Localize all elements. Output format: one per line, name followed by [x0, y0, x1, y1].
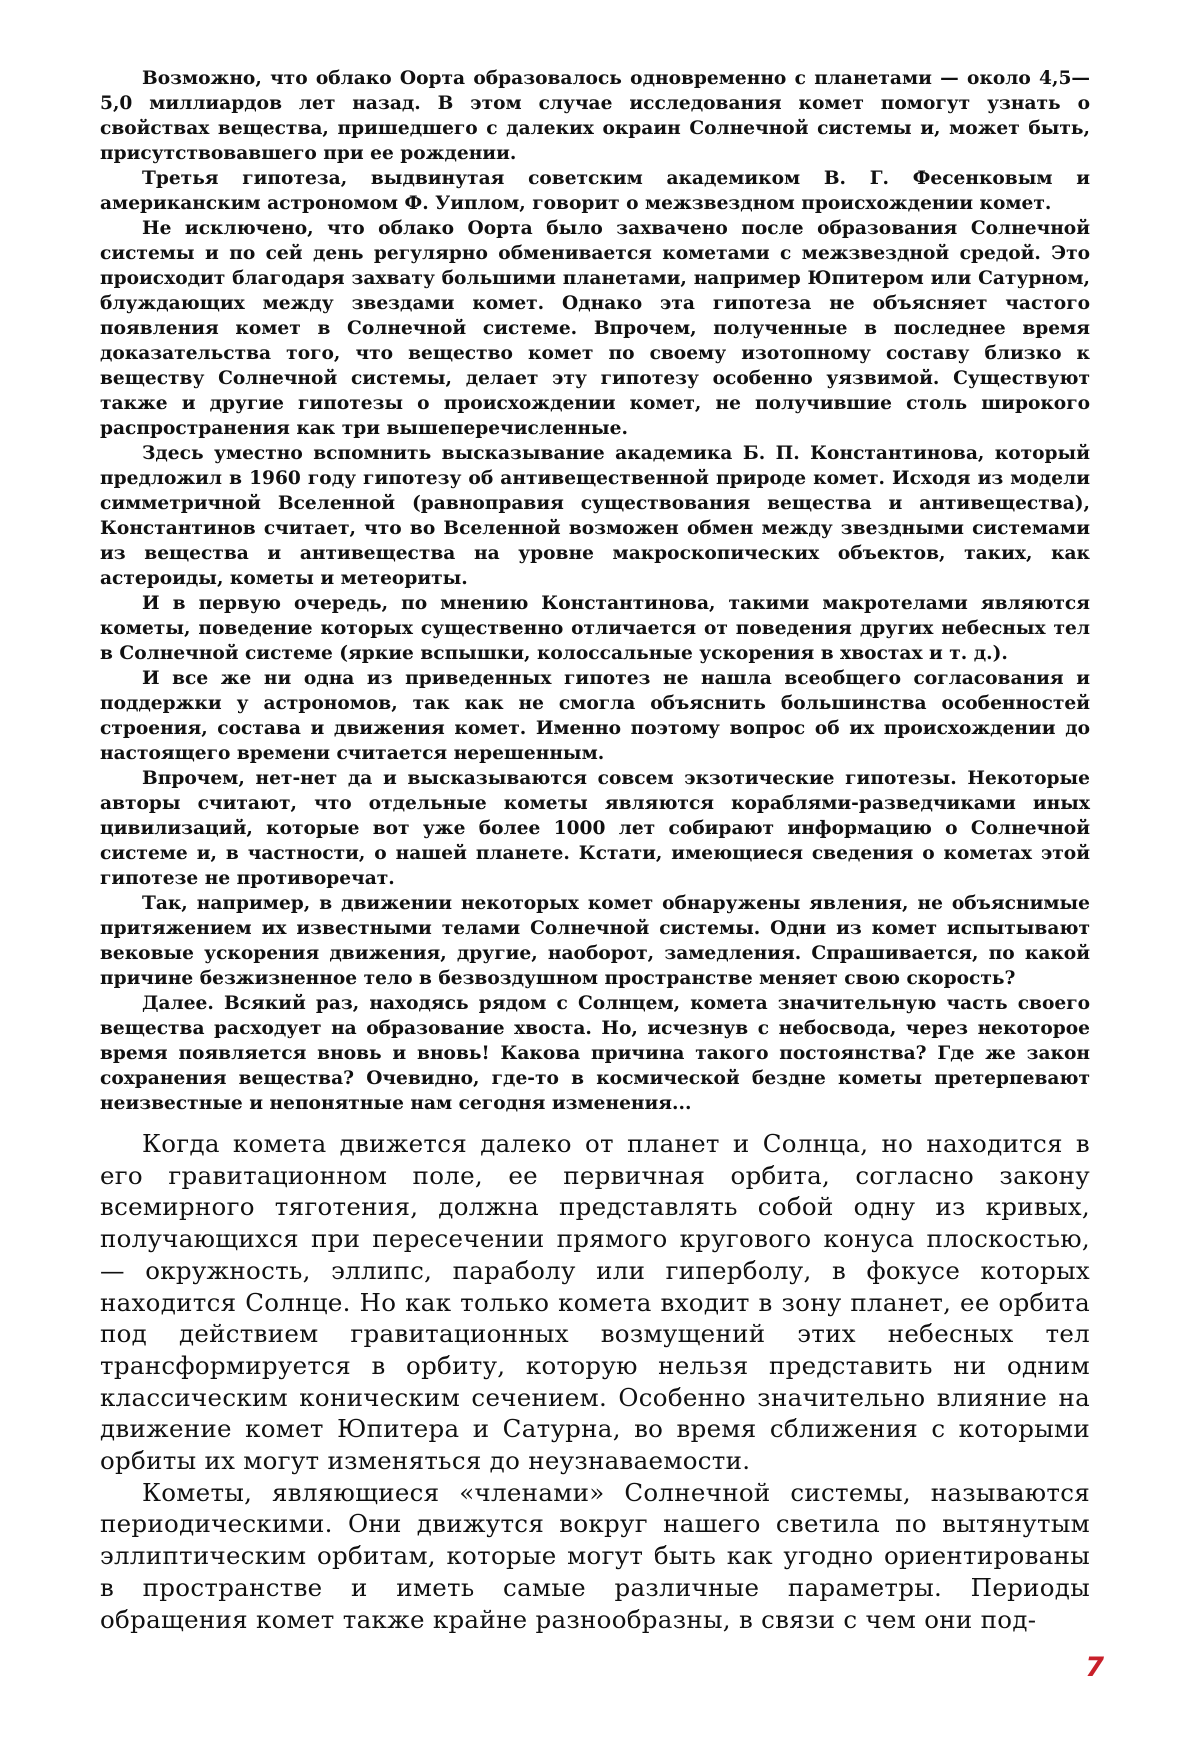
page-body [100, 66, 1090, 1635]
paragraph: Так, например, в движении некоторых комет обнаружены явления, не объяснимые притяжением их известными телами Солнечной системы. Одни из комет испытывают вековые ускорения движения, другие, наоборот, замедления. Спрашивается, по какой причине безжизненное тело в безвоздушном пространстве меняет свою скорость? [100, 893, 1090, 989]
paragraph: Впрочем, нет-нет да и высказываются совсем экзотические гипотезы. Некоторые авторы считают, что отдельные кометы являются кораблями-разведчиками иных цивилизаций, которые вот уже более 1000 лет собирают информацию о Солнечной системе и, в частности, о нашей планете. Кстати, имеющиеся сведения о кометах этой гипотезе не противоречат. [100, 768, 1090, 889]
paragraph: Третья гипотеза, выдвинутая советским академиком В. Г. Фесенковым и американским астрономом Ф. Уиплом, говорит о межзвездном происхождении комет. [100, 168, 1090, 214]
page-number: 7 [1085, 1652, 1104, 1683]
paragraph: И в первую очередь, по мнению Константинова, такими макротелами являются кометы, поведение которых существенно отличается от поведения других небесных тел в Солнечной системе (яркие вспышки, колоссальные ускорения в хвостах и т. д.). [100, 593, 1090, 664]
paragraph: Возможно, что облако Оорта образовалось одновременно с планетами — около 4,5—5,0 миллиардов лет назад. В этом случае исследования комет помогут узнать о свойствах вещества, пришедшего с далеких окраин Солнечной системы и, может быть, присутствовавшего при ее рождении. [100, 68, 1090, 164]
small-print-section [100, 66, 1090, 1116]
paragraph: Не исключено, что облако Оорта было захвачено после образования Солнечной системы и по сей день регулярно обменивается кометами с межзвездной средой. Это происходит благодаря захвату большими планетами, например Юпитером или Сатурном, блуждающих между звездами комет. Однако эта гипотеза не объясняет частого появления комет в Солнечной системе. Впрочем, полученные в последнее время доказательства того, что вещество комет по своему изотопному составу близко к веществу Солнечной системы, делает эту гипотезу особенно уязвимой. Существуют также и другие гипотезы о происхождении комет, не получившие столь широкого распространения как три вышеперечисленные. [100, 218, 1090, 439]
paragraph: Здесь уместно вспомнить высказывание академика Б. П. Константинова, который предложил в 1960 году гипотезу об антивещественной природе комет. Исходя из модели симметричной Вселенной (равноправия существования вещества и антивещества), Константинов считает, что во Вселенной возможен обмен между звездными системами из вещества и антивещества на уровне макроскопических объектов, таких, как астероиды, кометы и метеориты. [100, 443, 1090, 589]
paragraph: Кометы, являющиеся «членами» Солнечной системы, называются периодическими. Они движутся вокруг нашего светила по вытянутым эллиптическим орбитам, которые могут быть как угодно ориентированы в пространстве и иметь самые различные параметры. Периоды обращения комет также крайне разнообразны, в связи с чем они под- [100, 1477, 1090, 1634]
main-text-section [100, 1128, 1090, 1635]
paragraph: Далее. Всякий раз, находясь рядом с Солнцем, комета значительную часть своего вещества расходует на образование хвоста. Но, исчезнув с небосвода, через некоторое время появляется вновь и вновь! Какова причина такого постоянства? Где же закон сохранения вещества? Очевидно, где-то в космической бездне кометы претерпевают неизвестные и непонятные нам сегодня изменения... [100, 993, 1090, 1114]
paragraph: И все же ни одна из приведенных гипотез не нашла всеобщего согласования и поддержки у астрономов, так как не смогла объяснить большинства особенностей строения, состава и движения комет. Именно поэтому вопрос об их происхождении до настоящего времени считается нерешенным. [100, 668, 1090, 764]
paragraph: Когда комета движется далеко от планет и Солнца, но находится в его гравитационном поле, ее первичная орбита, согласно закону всемирного тяготения, должна представлять собой одну из кривых, получающихся при пересечении прямого кругового конуса плоскостью,— окружность, эллипс, параболу или гиперболу, в фокусе которых находится Солнце. Но как только комета входит в зону планет, ее орбита под действием гравитационных возмущений этих небесных тел трансформируется в орбиту, которую нельзя представить ни одним классическим коническим сечением. Особенно значительно влияние на движение комет Юпитера и Сатурна, во время сближения с которыми орбиты их могут изменяться до неузнаваемости. [100, 1129, 1090, 1476]
